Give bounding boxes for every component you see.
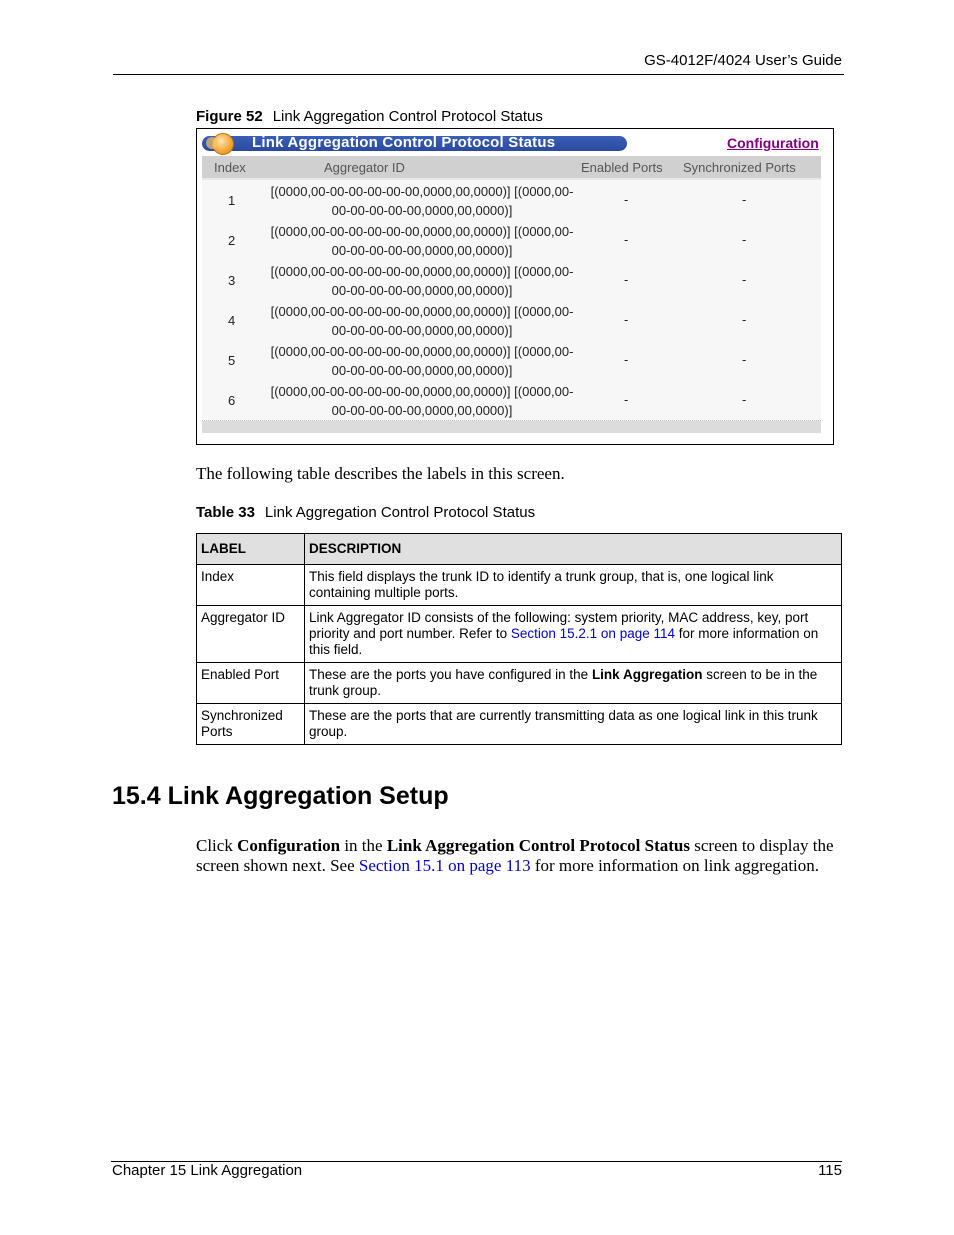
section-15-2-1-link[interactable]: Section 15.2.1 on page 114 [510,626,675,641]
header-description: DESCRIPTION [305,534,842,565]
table-row [197,606,842,663]
figure-label: Figure 52 [196,108,263,125]
col-synchronized-ports: Synchronized Ports [683,160,796,175]
figure-screenshot [196,128,834,445]
row-description [305,606,842,663]
table-header-row [197,534,842,565]
para-bold: Link Aggregation Control Protocol Status [386,836,690,855]
label-description-table [196,533,842,745]
header-rule [113,74,844,75]
panel-title: Link Aggregation Control Protocol Status [252,134,556,151]
row-enabled-ports: - [624,352,629,367]
aggregator-id-line1: [(0000,00-00-00-00-00-00,0000,00,0000)] [(0000,00- [270,264,574,279]
aggregator-id-line2: 00-00-00-00-00,0000,00,0000)] [331,283,513,298]
desc-text: These are the ports you have configured in the [309,667,592,682]
figure-caption [196,108,543,125]
aggregator-id-line2: 00-00-00-00-00,0000,00,0000)] [331,363,513,378]
row-enabled-ports: - [624,272,629,287]
para-text: screen to display the screen shown next. See [196,836,834,875]
footer-chapter: Chapter 15 Link Aggregation [112,1162,303,1179]
row-enabled-ports: - [624,312,629,327]
row-description [305,663,842,704]
para-text: Click [196,836,238,855]
aggregator-id-line1: [(0000,00-00-00-00-00-00,0000,00,0000)] [(0000,00- [270,344,574,359]
row-aggregator-id [262,182,582,220]
row-index: 2 [228,233,236,248]
desc-text: for more information on this field. [309,626,819,657]
table-footer-bar [202,421,821,433]
row-index: 6 [228,393,236,408]
row-enabled-ports: - [624,192,629,207]
section-15-1-link[interactable]: Section 15.1 on page 113 [358,856,531,875]
table-caption-text: Link Aggregation Control Protocol Status [264,504,536,521]
desc-text: Link Aggregator ID consists of the following: system priority, MAC address, key, port priority and port number. Refer to [309,610,809,641]
col-aggregator-id: Aggregator ID [324,160,405,175]
table-row [202,260,821,301]
aggregator-id-line1: [(0000,00-00-00-00-00-00,0000,00,0000)] [(0000,00- [270,384,574,399]
row-description: These are the ports that are currently transmitting data as one logical link in this trunk group. [305,704,842,745]
row-label: Index [197,565,305,606]
table-row [202,340,821,381]
figure-caption-text: Link Aggregation Control Protocol Status [272,108,543,125]
table-row [197,663,842,704]
table-row [202,180,821,221]
row-label: Aggregator ID [197,606,305,663]
para-bold: Configuration [237,836,341,855]
para-text: in the [340,836,387,855]
lacp-status-table [202,156,821,433]
desc-bold: Link Aggregation [591,667,703,682]
aggregator-id-line1: [(0000,00-00-00-00-00-00,0000,00,0000)] [(0000,00- [270,304,574,319]
row-synchronized-ports: - [742,312,747,327]
row-description: This field displays the trunk ID to identify a trunk group, that is, one logical link containing multiple ports. [305,565,842,606]
table-header [202,156,821,178]
table-row [202,380,821,421]
row-index: 5 [228,353,236,368]
aggregator-id-line1: [(0000,00-00-00-00-00-00,0000,00,0000)] [(0000,00- [270,224,574,239]
desc-text: screen to be in the trunk group. [309,667,818,698]
row-label: Enabled Port [197,663,305,704]
intro-paragraph: The following table describes the labels in this screen. [196,464,565,483]
table-row [197,704,842,745]
table-caption [196,504,535,521]
page-number: 115 [818,1162,842,1179]
row-index: 4 [228,313,236,328]
aggregator-id-line2: 00-00-00-00-00,0000,00,0000)] [331,203,513,218]
row-enabled-ports: - [624,232,629,247]
header-label: LABEL [197,534,305,565]
row-synchronized-ports: - [742,392,747,407]
section-paragraph [196,836,846,876]
aggregator-id-line2: 00-00-00-00-00,0000,00,0000)] [331,403,513,418]
table-row [202,300,821,341]
status-orb-small-icon [206,137,218,149]
panel-title-bar [202,136,627,151]
table-row [197,565,842,606]
row-enabled-ports: - [624,392,629,407]
row-index: 1 [228,193,236,208]
aggregator-id-line1: [(0000,00-00-00-00-00-00,0000,00,0000)] [(0000,00- [270,184,574,199]
row-label: Synchronized Ports [197,704,305,745]
col-enabled-ports: Enabled Ports [581,160,663,175]
row-aggregator-id [262,302,582,340]
row-synchronized-ports: - [742,232,747,247]
row-synchronized-ports: - [742,352,747,367]
row-aggregator-id [262,342,582,380]
para-text: for more information on link aggregation. [530,856,820,875]
section-heading: 15.4 Link Aggregation Setup [112,782,449,810]
row-aggregator-id [262,222,582,260]
running-header: GS-4012F/4024 User’s Guide [644,52,842,69]
row-index: 3 [228,273,236,288]
row-aggregator-id [262,382,582,420]
row-aggregator-id [262,262,582,300]
aggregator-id-line2: 00-00-00-00-00,0000,00,0000)] [331,323,513,338]
table-row [202,220,821,261]
col-index: Index [214,160,246,175]
table-label: Table 33 [196,504,255,521]
configuration-link[interactable]: Configuration [727,135,819,151]
row-synchronized-ports: - [742,192,747,207]
aggregator-id-line2: 00-00-00-00-00,0000,00,0000)] [331,243,513,258]
row-synchronized-ports: - [742,272,747,287]
